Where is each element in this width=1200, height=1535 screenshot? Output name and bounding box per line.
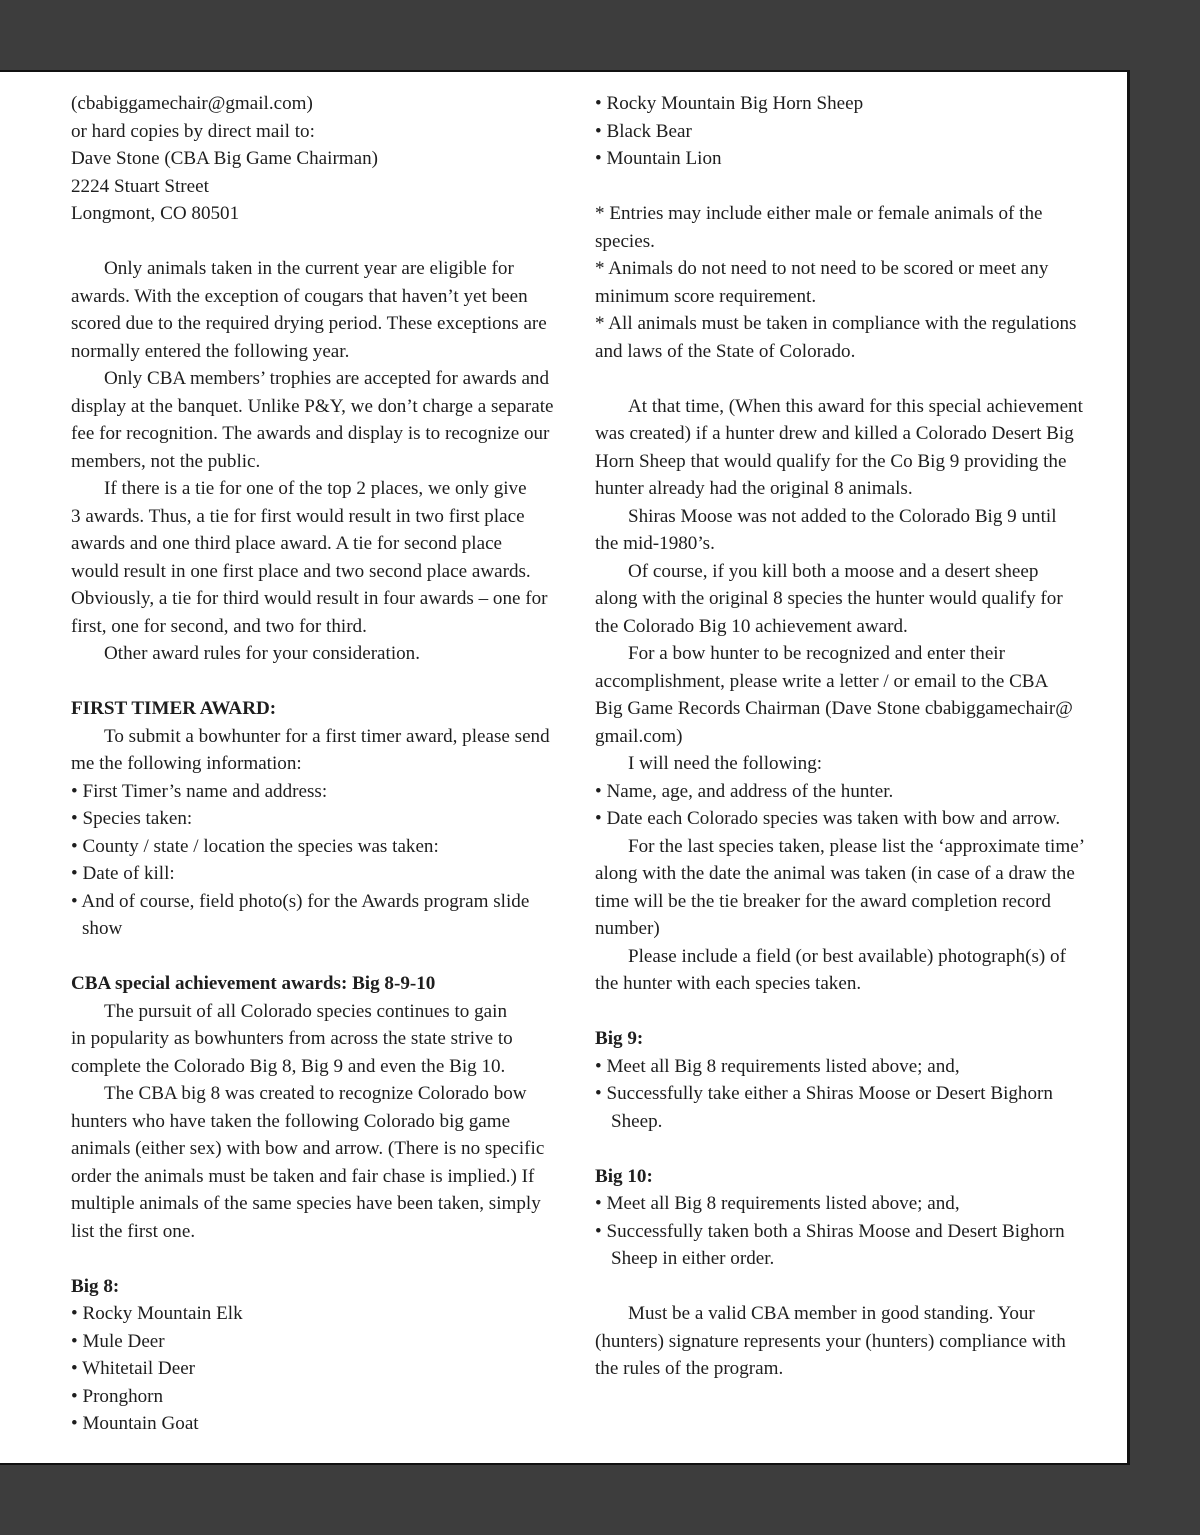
text-line: * Entries may include either male or female animals of the <box>595 203 1043 224</box>
text-line: complete the Colorado Big 8, Big 9 and even the Big 10. <box>71 1055 506 1077</box>
text-line: animals (either sex) with bow and arrow. (There is no specific <box>71 1138 545 1159</box>
text-line: (hunters) signature represents your (hunters) compliance with <box>595 1330 1066 1352</box>
text-line: I will need the following: <box>628 753 823 774</box>
text-line: me the following information: <box>71 753 302 774</box>
text-line: • Meet all Big 8 requirements listed above; and, <box>595 1055 960 1077</box>
text-line: • Species taken: <box>71 808 193 829</box>
text-line: • Successfully take either a Shiras Moose or Desert Bighorn <box>595 1083 1053 1104</box>
text-line: fee for recognition. The awards and display is to recognize our <box>71 423 550 444</box>
text-line: * Animals do not need to not need to be scored or meet any <box>595 258 1049 279</box>
text-line: awards and one third place award. A tie for second place <box>71 533 503 554</box>
paragraph-spacer <box>595 1135 1100 1163</box>
text-line: At that time, (When this award for this special achievement <box>628 395 1083 417</box>
text-line: The pursuit of all Colorado species continues to gain <box>104 1000 508 1022</box>
text-line: in popularity as bowhunters from across the state strive to <box>71 1028 513 1049</box>
text-line: Horn Sheep that would qualify for the Co Big 9 providing the <box>595 450 1067 472</box>
paragraph-spacer <box>595 998 1100 1026</box>
text-line: display at the banquet. Unlike P&Y, we don’t charge a separate <box>71 395 554 417</box>
text-line: order the animals must be taken and fair chase is implied.) If <box>71 1165 535 1187</box>
text-line: the hunter with each species taken. <box>595 973 862 994</box>
text-line: hunters who have taken the following Colorado big game <box>71 1110 511 1132</box>
paragraph-spacer <box>71 1245 569 1273</box>
text-line: • Name, age, and address of the hunter. <box>595 780 894 802</box>
paragraph-spacer <box>71 668 569 696</box>
text-line: (cbabiggamechair@gmail.com) <box>71 93 313 114</box>
text-line: Only CBA members’ trophies are accepted for awards and <box>104 368 550 389</box>
text-line: normally entered the following year. <box>71 340 350 362</box>
text-line: multiple animals of the same species have been taken, simply <box>71 1193 541 1214</box>
text-line: • First Timer’s name and address: <box>71 780 328 802</box>
paragraph-spacer <box>595 365 1100 393</box>
section-heading: Big 10: <box>595 1165 653 1187</box>
text-line: • Rocky Mountain Big Horn Sheep <box>595 93 864 114</box>
text-line: 2224 Stuart Street <box>71 175 209 197</box>
text-line: • Pronghorn <box>71 1385 164 1407</box>
text-line: Big Game Records Chairman (Dave Stone cbabiggamechair@ <box>595 698 1073 719</box>
text-line: • Whitetail Deer <box>71 1358 196 1379</box>
text-line: the mid-1980’s. <box>595 533 715 554</box>
text-line: members, not the public. <box>71 450 261 472</box>
paragraph-spacer <box>595 173 1100 201</box>
text-line: and laws of the State of Colorado. <box>595 340 856 362</box>
text-line: For a bow hunter to be recognized and enter their <box>628 643 1005 664</box>
text-line: • Mountain Lion <box>595 148 722 169</box>
text-line: Of course, if you kill both a moose and a desert sheep <box>628 560 1039 582</box>
document-page <box>0 70 1130 1465</box>
text-line: minimum score requirement. <box>595 285 817 307</box>
text-line: Shiras Moose was not added to the Colorado Big 9 until <box>628 505 1057 527</box>
text-line: species. <box>595 230 655 252</box>
text-line: • And of course, field photo(s) for the Awards program slide <box>71 890 530 912</box>
text-line: Dave Stone (CBA Big Game Chairman) <box>71 148 379 169</box>
text-line: along with the original 8 species the hunter would qualify for <box>595 588 1063 609</box>
text-line: • Mountain Goat <box>71 1413 199 1434</box>
text-line: the Colorado Big 10 achievement award. <box>595 615 908 637</box>
paragraph-spacer <box>71 943 569 971</box>
text-line: The CBA big 8 was created to recognize Colorado bow <box>104 1083 527 1104</box>
text-line: the rules of the program. <box>595 1358 784 1379</box>
section-heading: Big 8: <box>71 1275 120 1297</box>
text-line: 3 awards. Thus, a tie for first would result in two first place <box>71 505 525 527</box>
text-line: • Successfully taken both a Shiras Moose and Desert Bighorn <box>595 1220 1065 1242</box>
text-line: For the last species taken, please list the ‘approximate time’ <box>628 835 1086 857</box>
text-line: To submit a bowhunter for a first timer award, please send <box>104 725 550 747</box>
section-heading: CBA special achievement awards: Big 8-9-10 <box>71 973 436 994</box>
text-line: would result in one first place and two second place awards. <box>71 560 531 582</box>
right-column <box>595 90 1100 1383</box>
text-line: hunter already had the original 8 animals. <box>595 478 913 499</box>
text-line: Longmont, CO 80501 <box>71 203 240 224</box>
text-line: • County / state / location the species was taken: <box>71 835 439 857</box>
paragraph-spacer <box>595 1273 1100 1301</box>
text-line: * All animals must be taken in compliance with the regulations <box>595 313 1077 334</box>
text-line: list the first one. <box>71 1220 196 1242</box>
text-line: • Date each Colorado species was taken with bow and arrow. <box>595 808 1061 829</box>
text-line: Sheep. <box>611 1110 663 1132</box>
text-line: Please include a field (or best available) photograph(s) of <box>628 945 1066 967</box>
text-line: Sheep in either order. <box>611 1248 775 1269</box>
left-column <box>71 90 569 1438</box>
text-line: • Date of kill: <box>71 863 175 884</box>
text-line: was created) if a hunter drew and killed a Colorado Desert Big <box>595 423 1074 444</box>
paragraph-spacer <box>71 228 569 256</box>
text-line: scored due to the required drying period. These exceptions are <box>71 313 547 334</box>
text-line: Obviously, a tie for third would result in four awards – one for <box>71 588 548 609</box>
text-line: • Meet all Big 8 requirements listed above; and, <box>595 1193 960 1214</box>
section-heading: FIRST TIMER AWARD: <box>71 698 277 719</box>
text-line: • Rocky Mountain Elk <box>71 1303 243 1324</box>
text-line: or hard copies by direct mail to: <box>71 120 315 142</box>
section-heading: Big 9: <box>595 1028 644 1049</box>
text-line: awards. With the exception of cougars that haven’t yet been <box>71 285 528 307</box>
text-line: If there is a tie for one of the top 2 places, we only give <box>104 478 527 499</box>
text-line: • Mule Deer <box>71 1330 165 1352</box>
text-line: • Black Bear <box>595 120 692 142</box>
text-line: Only animals taken in the current year are eligible for <box>104 258 514 279</box>
text-line: Other award rules for your consideration. <box>104 643 420 664</box>
text-line: number) <box>595 918 660 939</box>
text-line: show <box>82 918 123 939</box>
text-line: accomplishment, please write a letter / or email to the CBA <box>595 670 1049 692</box>
text-line: first, one for second, and two for third. <box>71 615 367 637</box>
text-line: Must be a valid CBA member in good standing. Your <box>628 1303 1035 1324</box>
text-line: along with the date the animal was taken (in case of a draw the <box>595 863 1075 884</box>
text-line: gmail.com) <box>595 725 683 747</box>
text-line: time will be the tie breaker for the award completion record <box>595 890 1051 912</box>
